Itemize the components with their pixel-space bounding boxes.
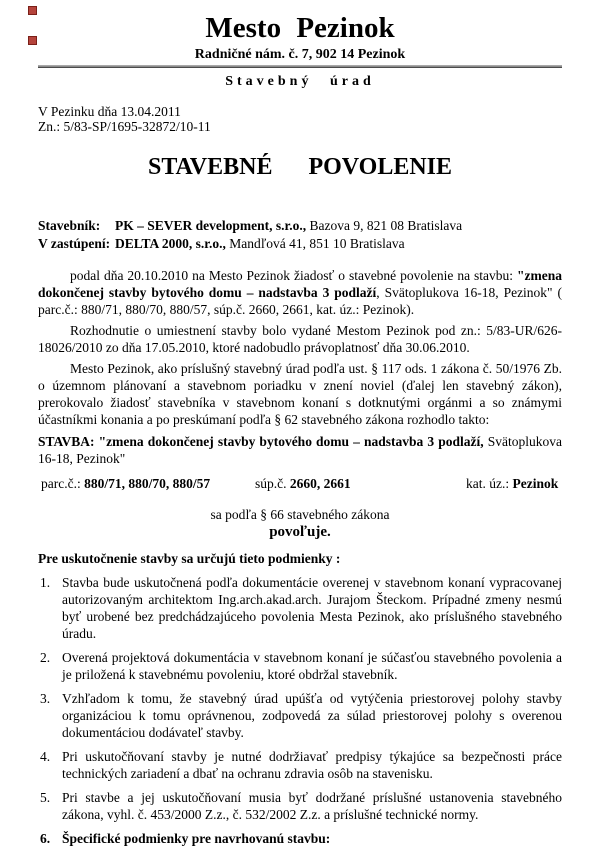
zoning-decision-paragraph: Rozhodnutie o umiestnení stavby bolo vydané Mestom Pezinok pod zn.: 5/83-UR/626-18026/2010 zo dňa 17.05.2010, ktoré nadobudlo právoplatnosť dňa 30.06.2010. — [38, 323, 562, 355]
grant-intro: sa podľa § 66 stavebného zákona — [210, 507, 390, 522]
document-title: STAVEBNÉ POVOLENIE — [147, 154, 453, 180]
department-title: Stavebný úrad — [225, 74, 375, 89]
parcel-row — [38, 475, 562, 492]
construction-name-paragraph: STAVBA: "zmena dokončenej stavby bytového domu – nadstavba 3 podlaží, Svätoplukova 16-18, Pezinok" — [38, 434, 563, 466]
reference-number: Zn.: 5/83-SP/1695-32872/10-11 — [38, 119, 211, 134]
representative-row — [38, 235, 562, 253]
condition-number: 3. — [40, 691, 51, 706]
condition-item — [38, 690, 562, 741]
condition-item — [38, 574, 562, 642]
place-date: V Pezinku dňa 13.04.2011 — [38, 104, 181, 119]
city-title: Mesto Pezinok — [205, 12, 395, 44]
condition-number: 4. — [40, 749, 51, 764]
representative-label: V zastúpení: — [38, 236, 111, 251]
condition-number: 6. — [40, 831, 51, 846]
condition-item-specific — [38, 830, 562, 847]
condition-item — [38, 789, 562, 823]
condition-text: Overená projektová dokumentácia v stavebnom konaní je súčasťou stavebného povolenia a je priložená k stavebnému povoleniu, ktoré obdržal stavebník. — [62, 650, 562, 682]
applicant-label: Stavebník: — [38, 218, 101, 233]
condition-text: Špecifické podmienky pre navrhovanú stavbu: — [62, 831, 331, 846]
cadastral-area: kat. úz.: Pezinok — [466, 476, 559, 491]
document-meta — [38, 104, 562, 134]
red-square-marker — [28, 36, 37, 45]
condition-number: 5. — [40, 790, 51, 805]
city-address: Radničné nám. č. 7, 902 14 Pezinok — [194, 47, 406, 62]
applicant-row — [38, 217, 562, 235]
representative-value: DELTA 2000, s.r.o., Mandľová 41, 851 10 Bratislava — [115, 236, 405, 251]
red-square-marker — [28, 6, 37, 15]
condition-item — [38, 748, 562, 782]
grant-statement — [38, 506, 562, 542]
condition-text: Pri uskutočňovaní stavby je nutné dodržiavať predpisy týkajúce sa bezpečnosti práce technických zariadení a dbať na ochranu zdravia osôb na stavenisku. — [62, 749, 562, 781]
condition-number: 2. — [40, 650, 51, 665]
authority-paragraph: Mesto Pezinok, ako príslušný stavebný úrad podľa ust. § 117 ods. 1 zákona č. 50/1976 Zb. o územnom plánovaní a stavebnom poriadku v znení noviel (ďalej len stavebný zákon), prerokovalo žiadosť stavebníka v stavebnom konaní s dotknutými orgánmi a so známymi účastníkmi konania a po preskúmaní podľa § 62 stavebného zákona rozhodlo takto: — [38, 361, 562, 427]
condition-text: Vzhľadom k tomu, že stavebný úrad upúšťa od vytýčenia priestorovej polohy stavby organizáciou k tomu oprávnenou, zodpovedá za súlad priestorovej polohy s overenou dokumentáciou dodávateľ stavby. — [62, 691, 562, 740]
request-paragraph: podal dňa 20.10.2010 na Mesto Pezinok žiadosť o stavebné povolenie na stavbu: "zmena dokončenej stavby bytového domu – nadstavba 3 podlaží, Svätoplukova 16-18, Pezinok" ( parc.č.: 880/71, 880/70, 880/57, súp.č. 2660, 2661, kat. úz.: Pezinok). — [38, 268, 562, 317]
condition-item — [38, 649, 562, 683]
building-numbers: súp.č. 2660, 2661 — [255, 476, 351, 491]
letterhead — [38, 0, 562, 90]
grant-verdict: povoľuje. — [269, 524, 331, 540]
letterhead-divider — [38, 65, 562, 68]
applicant-value: PK – SEVER development, s.r.o., Bazova 9, 821 08 Bratislava — [115, 218, 463, 233]
condition-text: Pri stavbe a jej uskutočňovaní musia byť dodržané príslušné ustanovenia stavebného zákona, vyhl. č. 453/2000 Z.z., č. 532/2002 Z.z. a príslušné technické normy. — [62, 790, 562, 822]
condition-number: 1. — [40, 575, 51, 590]
applicant-block — [38, 217, 562, 253]
conditions-heading: Pre uskutočnenie stavby sa určujú tieto podmienky : — [38, 551, 341, 566]
condition-text: Stavba bude uskutočnená podľa dokumentácie overenej v stavebnom konaní vypracovanej autorizovaným architektom Ing.arch.akad.arch. Jurajom Šteckom. Prípadné zmeny nesmú byť urobené bez predchádzajúceho povolenia Mesta Pezinok, ako príslušného stavebného úradu. — [62, 575, 562, 641]
parcel-numbers: parc.č.: 880/71, 880/70, 880/57 — [41, 476, 211, 491]
